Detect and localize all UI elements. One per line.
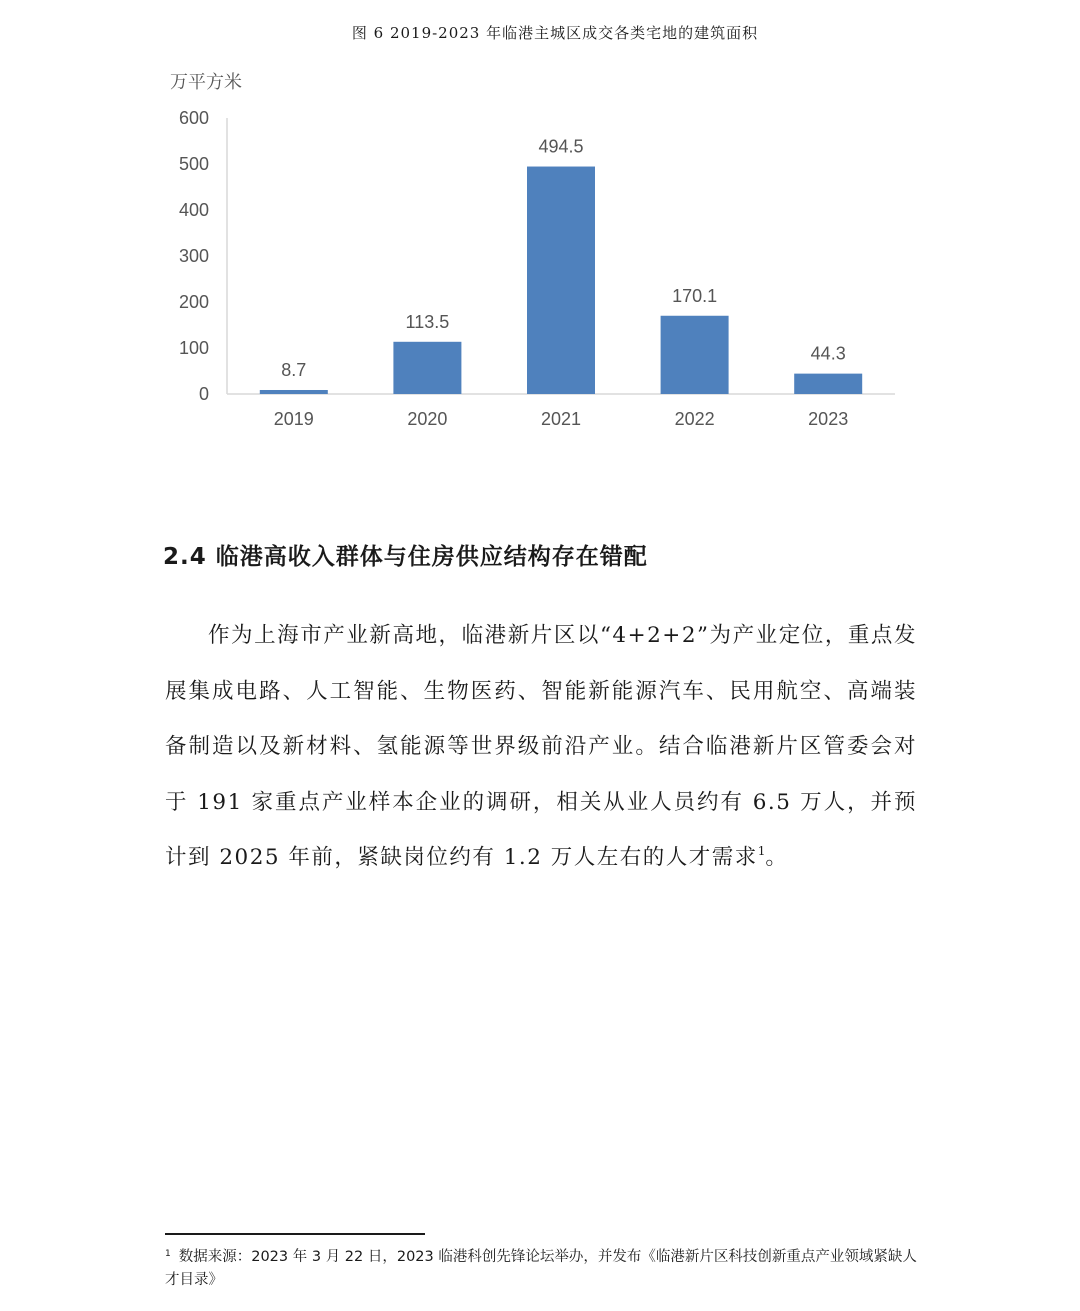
- x-tick-label-2022: 2022: [674, 409, 715, 429]
- x-tick-label-2023: 2023: [808, 409, 849, 429]
- footnote-marker: 1: [165, 1249, 171, 1259]
- y-tick-label: 0: [198, 384, 209, 404]
- y-axis-label: 万平方米: [170, 72, 242, 92]
- y-tick-label: 500: [178, 154, 209, 174]
- data-label-2021: 494.5: [538, 136, 584, 157]
- data-label-2023: 44.3: [810, 343, 846, 364]
- bar-2021: [527, 167, 595, 394]
- data-label-2019: 8.7: [281, 359, 307, 380]
- bar-2022: [661, 316, 729, 394]
- section-heading: 2.4 临港高收入群体与住房供应结构存在错配: [163, 544, 648, 570]
- chart-bars: [260, 137, 862, 429]
- x-tick-label-2019: 2019: [273, 409, 314, 429]
- y-tick-label: 200: [178, 292, 209, 312]
- x-tick-label-2021: 2021: [540, 409, 582, 429]
- footnote-text: 数据来源：2023 年 3 月 22 日，2023 临港科创先锋论坛举办，并发布《临港新片区科技创新重点产业领域紧缺人才目录》: [165, 1249, 917, 1288]
- footnote-divider: [165, 1233, 425, 1235]
- body-paragraph: [165, 608, 917, 886]
- y-tick-label: 600: [178, 108, 209, 128]
- figure-caption: 图 6 2019-2023 年临港主城区成交各类宅地的建筑面积: [351, 24, 759, 42]
- bar-2020: [393, 342, 461, 394]
- bar-2019: [260, 390, 328, 394]
- paragraph-end: 。: [765, 845, 789, 870]
- footnote-reference[interactable]: 1: [757, 844, 766, 858]
- paragraph-text: 作为上海市产业新高地，临港新片区以“4+2+2”为产业定位，重点发展集成电路、人工智能、生物医药、智能新能源汽车、民用航空、高端装备制造以及新材料、氢能源等世界级前沿产业。结合临港新片区管委会对于 191 家重点产业样本企业的调研，相关从业人员约有 6.5 万人，并预计到 2025 年前，紧缺岗位约有 1.2 万人左右的人才需求: [165, 623, 917, 870]
- y-axis-ticks: [179, 108, 209, 404]
- x-tick-label-2020: 2020: [407, 409, 448, 429]
- footnote: [165, 1243, 920, 1292]
- bar-chart: [0, 0, 1080, 460]
- y-tick-label: 300: [178, 246, 209, 266]
- y-tick-label: 100: [178, 338, 209, 358]
- data-label-2022: 170.1: [672, 285, 718, 306]
- bar-2023: [794, 374, 862, 394]
- data-label-2020: 113.5: [405, 311, 450, 332]
- y-tick-label: 400: [178, 200, 209, 220]
